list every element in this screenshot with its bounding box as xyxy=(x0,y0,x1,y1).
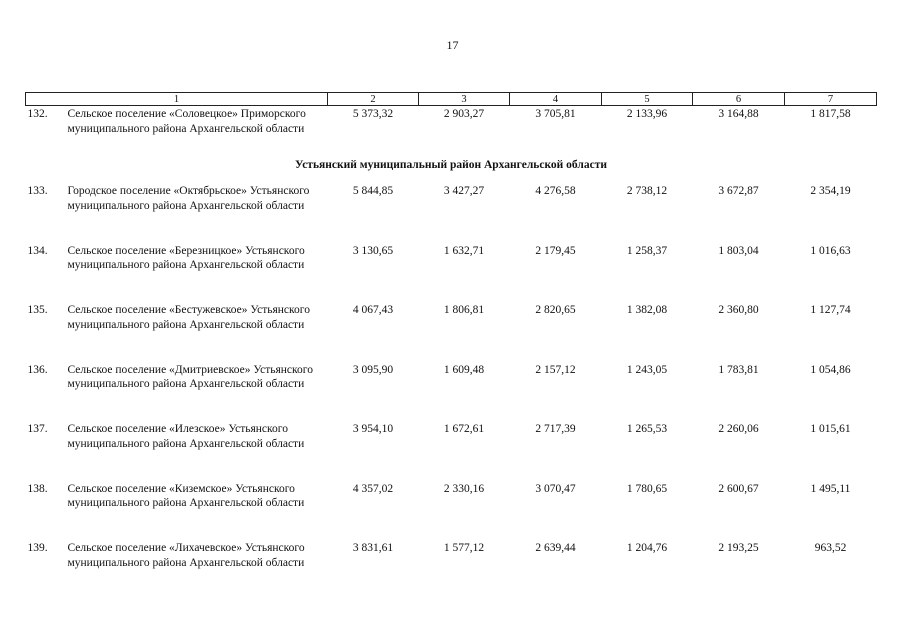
value-cell: 1 783,81 xyxy=(718,363,759,376)
value-cell: 1 817,58 xyxy=(810,108,851,120)
row-number: 134. xyxy=(27,244,48,257)
page-number: 17 xyxy=(446,38,459,52)
value-cell: 2 193,25 xyxy=(718,542,759,554)
settlement-name: Сельское поселение «Березницкое» Устьянского муниципального района Архангельской области xyxy=(67,244,305,272)
row-number: 138. xyxy=(27,482,48,495)
value-cell: 4 276,58 xyxy=(535,185,576,197)
column-number-header xyxy=(26,93,877,106)
value-cell: 5 373,32 xyxy=(352,108,394,120)
value-cell: 1 016,63 xyxy=(810,244,851,257)
value-cell: 2 260,06 xyxy=(718,423,759,435)
value-cell: 2 903,27 xyxy=(443,108,485,120)
row-number: 136. xyxy=(27,363,48,376)
value-cell: 4 067,43 xyxy=(352,304,394,316)
value-cell: 2 354,19 xyxy=(810,185,851,197)
settlement-name: Сельское поселение «Дмитриевское» Устьянского муниципального района Архангельской области xyxy=(67,363,313,391)
value-cell: 3 705,81 xyxy=(535,108,576,120)
value-cell: 1 672,61 xyxy=(443,423,485,435)
value-cell: 1 577,12 xyxy=(443,542,485,554)
value-cell: 1 806,81 xyxy=(443,304,485,316)
settlement-name: Сельское поселение «Киземское» Устьянского муниципального района Архангельской области xyxy=(67,482,305,510)
value-cell: 963,52 xyxy=(814,542,847,554)
value-cell: 3 954,10 xyxy=(352,423,394,435)
value-cell: 1 632,71 xyxy=(443,244,485,257)
header-col-3: 3 xyxy=(419,93,510,106)
value-cell: 2 157,12 xyxy=(535,363,576,376)
value-cell: 4 357,02 xyxy=(352,482,394,495)
settlement-name: Сельское поселение «Соловецкое» Приморского муниципального района Архангельской области xyxy=(67,108,306,135)
table-row xyxy=(26,303,877,363)
value-cell: 5 844,85 xyxy=(352,185,394,197)
value-cell: 3 095,90 xyxy=(352,363,394,376)
section-title: Устьянский муниципальный район Архангельской области xyxy=(295,159,607,171)
value-cell: 1 054,86 xyxy=(810,363,851,376)
value-cell: 1 265,53 xyxy=(626,423,668,435)
value-cell: 2 330,16 xyxy=(443,482,485,495)
header-col-1: 1 xyxy=(26,93,328,106)
value-cell: 1 780,65 xyxy=(626,482,668,495)
value-cell: 1 204,76 xyxy=(626,542,668,554)
table-row xyxy=(26,184,877,244)
table-row xyxy=(26,363,877,423)
value-cell: 2 600,67 xyxy=(718,482,759,495)
table-row xyxy=(26,422,877,482)
header-col-7: 7 xyxy=(785,93,877,106)
data-table xyxy=(25,92,877,601)
header-col-4: 4 xyxy=(510,93,602,106)
table-row xyxy=(26,244,877,304)
value-cell: 2 738,12 xyxy=(626,185,668,197)
value-cell: 2 360,80 xyxy=(718,304,759,316)
settlement-name: Сельское поселение «Бестужевское» Устьянского муниципального района Архангельской области xyxy=(67,304,310,331)
value-cell: 1 803,04 xyxy=(718,244,759,257)
row-number: 132. xyxy=(27,108,48,120)
value-cell: 3 427,27 xyxy=(443,185,485,197)
table-row xyxy=(26,541,877,601)
value-cell: 1 609,48 xyxy=(443,363,485,376)
header-col-2: 2 xyxy=(328,93,419,106)
value-cell: 1 495,11 xyxy=(810,482,851,495)
value-cell: 1 015,61 xyxy=(810,423,851,435)
value-cell: 1 127,74 xyxy=(810,304,851,316)
table-row xyxy=(26,482,877,542)
section-heading-row xyxy=(26,153,877,184)
value-cell: 2 179,45 xyxy=(535,244,576,257)
row-number: 135. xyxy=(27,304,48,316)
value-cell: 1 382,08 xyxy=(626,304,668,316)
value-cell: 2 639,44 xyxy=(535,542,576,554)
value-cell: 1 243,05 xyxy=(626,363,668,376)
value-cell: 3 672,87 xyxy=(718,185,759,197)
row-number: 137. xyxy=(27,423,48,435)
row-number: 133. xyxy=(27,185,48,197)
value-cell: 3 130,65 xyxy=(352,244,394,257)
settlement-name: Городское поселение «Октябрьское» Устьянского муниципального района Архангельской области xyxy=(67,185,310,212)
value-cell: 2 717,39 xyxy=(535,423,576,435)
value-cell: 3 831,61 xyxy=(352,542,394,554)
value-cell: 2 133,96 xyxy=(626,108,668,120)
table-row xyxy=(26,106,877,154)
value-cell: 2 820,65 xyxy=(535,304,576,316)
header-col-6: 6 xyxy=(693,93,785,106)
value-cell: 3 070,47 xyxy=(535,482,576,495)
settlement-name: Сельское поселение «Илезское» Устьянского муниципального района Архангельской области xyxy=(67,423,305,450)
value-cell: 1 258,37 xyxy=(626,244,668,257)
row-number: 139. xyxy=(27,542,48,554)
settlement-name: Сельское поселение «Лихачевское» Устьянского муниципального района Архангельской области xyxy=(67,542,305,569)
header-col-5: 5 xyxy=(602,93,693,106)
value-cell: 3 164,88 xyxy=(718,108,759,120)
